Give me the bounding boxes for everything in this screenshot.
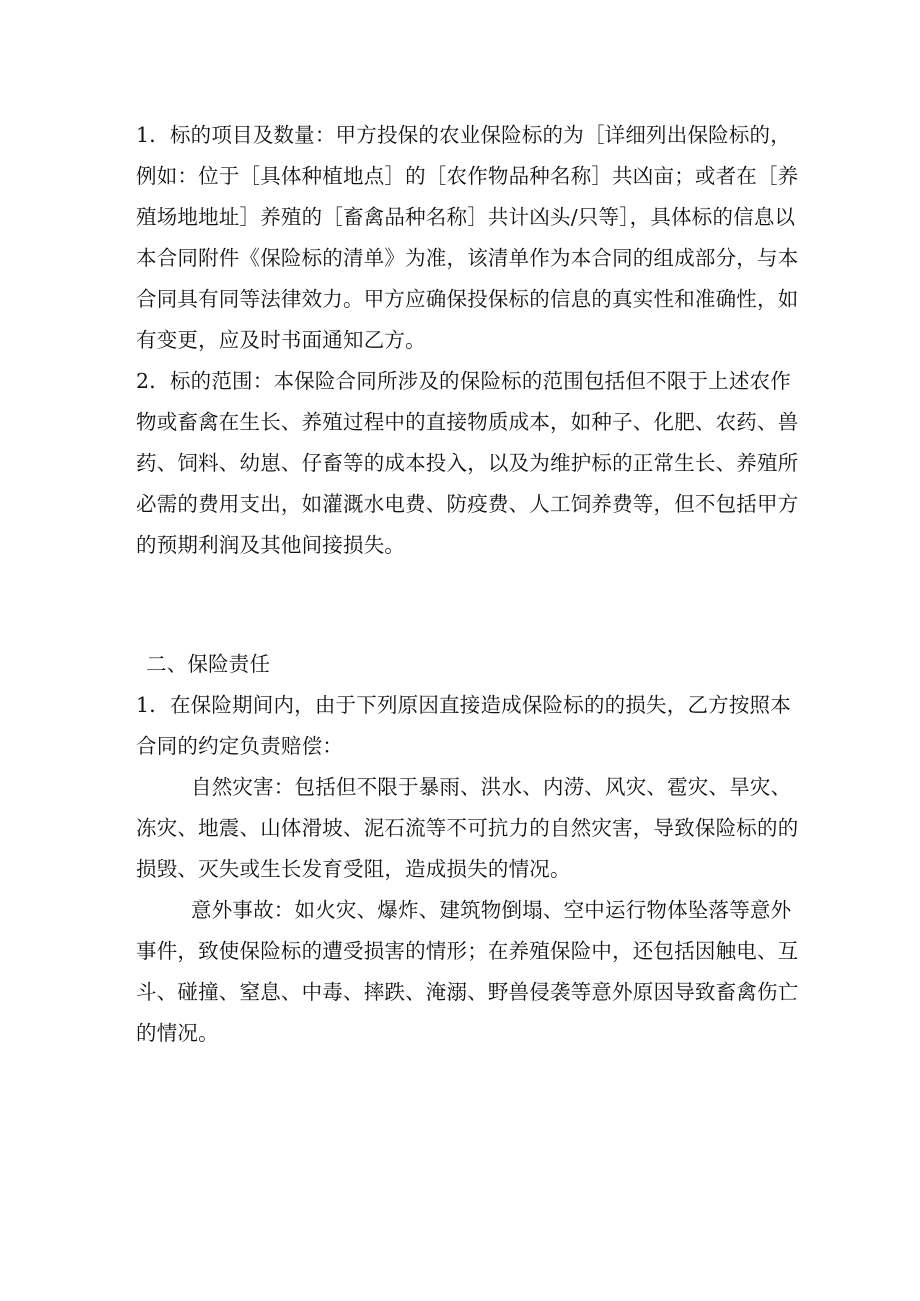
paragraph-line: 1．在保险期间内，由于下列原因直接造成保险标的的损失，乙方按照本 <box>136 693 791 717</box>
section-spacer <box>136 566 786 644</box>
paragraph-line: 例如：位于［具体种植地点］的［农作物品种名称］共凶亩；或者在［养 <box>136 164 799 188</box>
section-heading-insurance-liability: 二、保险责任 <box>146 652 271 676</box>
natural-disaster-paragraph <box>136 767 799 890</box>
contract-body <box>136 115 799 1054</box>
paragraph-line: 合同的约定负责赔偿： <box>136 734 343 758</box>
paragraph-line: 1．标的项目及数量：甲方投保的农业保险标的为［详细列出保险标的， <box>136 123 791 147</box>
paragraph-line: 合同具有同等法律效力。甲方应确保投保标的信息的真实性和准确性，如 <box>136 287 799 311</box>
paragraph-line: 意外事故：如火灾、爆炸、建筑物倒塌、空中运行物体坠落等意外 <box>191 898 792 922</box>
paragraph-line: 损毁、灭失或生长发育受阻，造成损失的情况。 <box>136 857 571 881</box>
clause-2-subject-scope <box>136 361 799 566</box>
paragraph-line: 有变更，应及时书面通知乙方。 <box>136 328 426 352</box>
paragraph-line: 药、饲料、幼崽、仔畜等的成本投入，以及为维护标的正常生长、养殖所 <box>136 451 799 475</box>
paragraph-line: 2．标的范围：本保险合同所涉及的保险标的范围包括但不限于上述农作 <box>136 369 791 393</box>
paragraph-line: 殖场地地址］养殖的［畜禽品种名称］共计凶头/只等］，具体标的信息以 <box>136 205 796 229</box>
liability-clause-1 <box>136 685 791 767</box>
paragraph-line: 物或畜禽在生长、养殖过程中的直接物质成本，如种子、化肥、农药、兽 <box>136 410 799 434</box>
paragraph-line: 斗、碰撞、窒息、中毒、摔跌、淹溺、野兽侵袭等意外原因导致畜禽伤亡 <box>136 980 799 1004</box>
paragraph-line: 本合同附件《保险标的清单》为准，该清单作为本合同的组成部分，与本 <box>136 246 799 270</box>
paragraph-line: 事件，致使保险标的遭受损害的情形；在养殖保险中，还包括因触电、互 <box>136 939 799 963</box>
clause-1-subject-items <box>136 115 799 361</box>
paragraph-line: 的情况。 <box>136 1021 219 1045</box>
paragraph-line: 冻灾、地震、山体滑坡、泥石流等不可抗力的自然灾害，导致保险标的的 <box>136 816 799 840</box>
accident-paragraph <box>136 890 799 1054</box>
paragraph-line: 必需的费用支出，如灌溉水电费、防疫费、人工饲养费等，但不包括甲方 <box>136 492 799 516</box>
paragraph-line: 的预期利润及其他间接损失。 <box>136 533 406 557</box>
paragraph-line: 自然灾害：包括但不限于暴雨、洪水、内涝、风灾、雹灾、旱灾、 <box>191 775 792 799</box>
